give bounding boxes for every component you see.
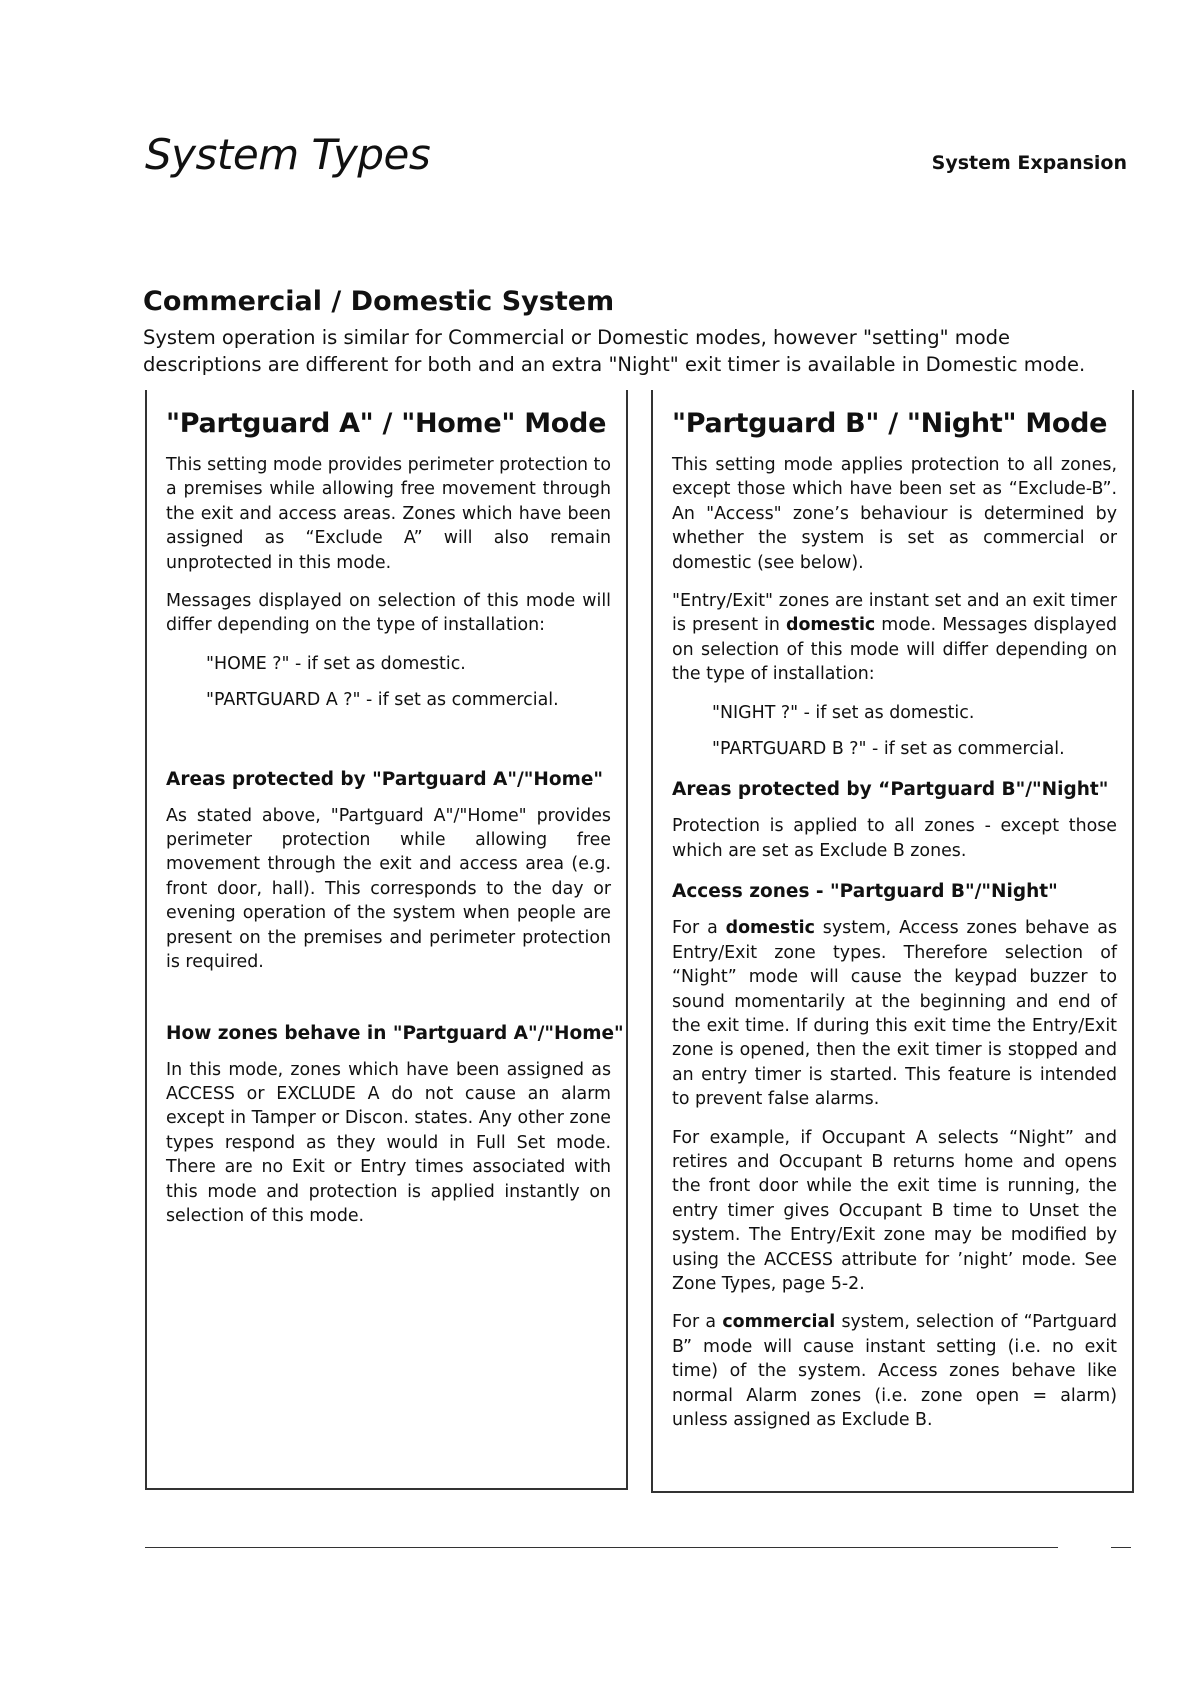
partguard-b-panel <box>651 390 1134 1493</box>
partguard-a-description: This setting mode provides perimeter protection to a premises while allowing free movement through the exit and access areas. Zones which have been assigned as “Exclude A” will also remain unprotected in this mode. <box>166 455 612 573</box>
message-home: "HOME ?" - if set as domestic. <box>206 653 466 674</box>
areas-protected-b-heading: Areas protected by “Partguard B"/"Night" <box>672 779 1109 801</box>
partguard-a-title: "Partguard A" / "Home" Mode <box>166 408 607 439</box>
message-partguard-a: "PARTGUARD A ?" - if set as commercial. <box>206 690 559 711</box>
message-night: "NIGHT ?" - if set as domestic. <box>712 702 975 723</box>
section-intro: System operation is similar for Commercial or Domestic modes, however "setting" mode descriptions are different for both and an extra "Night" exit timer is available in Domestic mode. <box>143 326 1086 376</box>
entry-exit-text-start: "Entry/Exit" zones are instant set and an exit timer is present in <box>672 591 1117 636</box>
access-commercial-bold: commercial <box>722 1312 836 1333</box>
partguard-a-panel <box>145 390 628 1490</box>
access-zones-example-text: For example, if Occupant A selects “Night” and retires and Occupant B returns home and opens the front door while the exit time is running, the entry timer gives Occupant B time to Unset the system. The Entry/Exit zone may be modified by using the ACCESS attribute for ’night’ mode. See Zone Types, page 5-2. <box>672 1127 1117 1294</box>
access-zones-domestic-text <box>672 916 1117 1111</box>
areas-protected-a-text: As stated above, "Partguard A"/"Home" provides perimeter protection while allowing free movement through the exit and access area (e.g. front door, hall). This corresponds to the day or evening operation of the system when people are present on the premises and perimeter protection is required. <box>166 805 611 973</box>
access-commercial-text-start: For a <box>672 1312 723 1333</box>
section-heading: Commercial / Domestic System <box>143 286 615 317</box>
message-partguard-b: "PARTGUARD B ?" - if set as commercial. <box>712 739 1065 760</box>
partguard-b-entry-exit-text <box>672 589 1117 687</box>
zones-behave-a-heading: How zones behave in "Partguard A"/"Home" <box>166 1022 624 1044</box>
partguard-a-messages-intro: Messages displayed on selection of this mode will differ depending on the type of installation: <box>166 591 611 636</box>
partguard-b-description: This setting mode applies protection to all zones, except those which have been set as “Exclude-B”. An "Access" zone’s behaviour is determined by whether the system is set as commercial or domestic (see below). <box>672 455 1117 573</box>
zones-behave-a-text: In this mode, zones which have been assigned as ACCESS or EXCLUDE A do not cause an alarm except in Tamper or Discon. states. Any other zone types respond as they would in Full Set mode. There are no Exit or Entry times associated with this mode and protection is applied instantly on selection of this mode. <box>166 1059 611 1226</box>
access-commercial-text-end: system, selection of “Partguard B” mode will cause instant setting (i.e. no exit time) of the system. Access zones behave like normal Alarm zones (i.e. zone open = alarm) unless assigned as Exclude B. <box>672 1312 1117 1430</box>
access-zones-b-heading: Access zones - "Partguard B"/"Night" <box>672 881 1058 903</box>
entry-exit-domestic-bold: domestic <box>786 615 876 636</box>
areas-protected-a-heading: Areas protected by "Partguard A"/"Home" <box>166 768 604 790</box>
access-domestic-text-start: For a <box>672 918 726 939</box>
section-tag: System Expansion <box>931 152 1127 174</box>
footer-page-mark <box>1111 1547 1131 1548</box>
entry-exit-text-end: mode. Messages displayed on selection of this mode will differ depending on the type of installation: <box>672 615 1118 685</box>
page-title: System Types <box>145 130 431 179</box>
access-domestic-text-end: system, Access zones behave as Entry/Exit zone types. Therefore selection of “Night” mode will cause the keypad buzzer to sound momentarily at the beginning and end of the exit time. If during this exit time the Entry/Exit zone is opened, then the exit timer is stopped and an entry timer is started. This feature is intended to prevent false alarms. <box>672 918 1118 1110</box>
access-domestic-bold: domestic <box>725 918 815 939</box>
footer-rule <box>145 1547 1058 1548</box>
areas-protected-b-text: Protection is applied to all zones - except those which are set as Exclude B zones. <box>672 816 1117 861</box>
partguard-b-title: "Partguard B" / "Night" Mode <box>672 408 1108 439</box>
access-zones-commercial-text <box>672 1310 1117 1432</box>
